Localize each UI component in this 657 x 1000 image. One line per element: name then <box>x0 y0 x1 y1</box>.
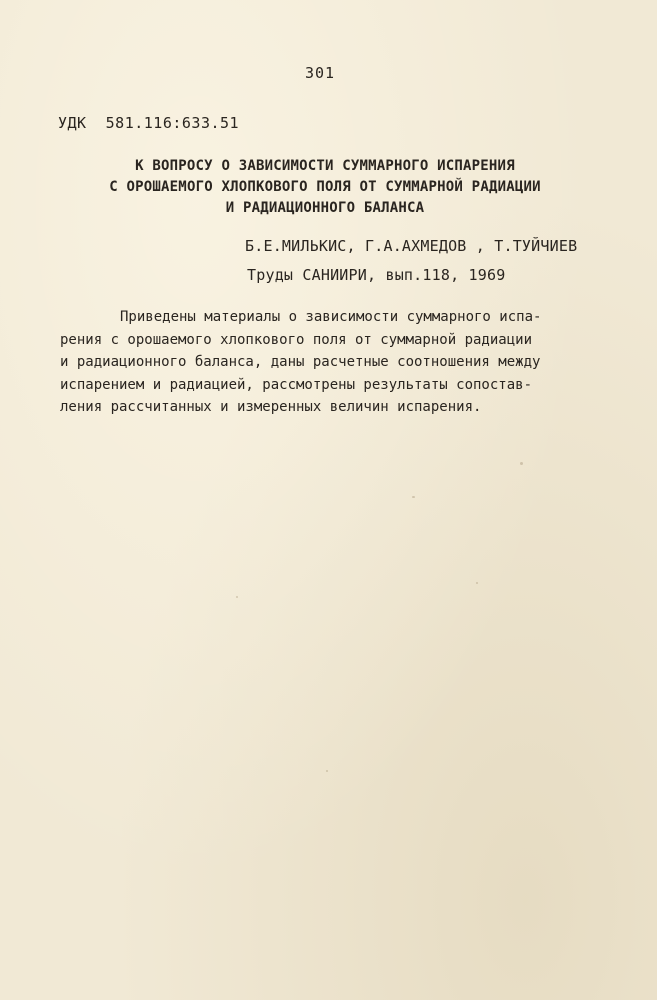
article-title <box>60 156 590 219</box>
paper-spot <box>520 462 523 465</box>
abstract <box>60 306 560 419</box>
title-line: К ВОПРОСУ О ЗАВИСИМОСТИ СУММАРНОГО ИСПАРЕНИЯ <box>135 158 515 174</box>
paper-spot <box>326 770 328 772</box>
abstract-line: Приведены материалы о зависимости суммарного испа- <box>120 309 542 325</box>
title-line: С ОРОШАЕМОГО ХЛОПКОВОГО ПОЛЯ ОТ СУММАРНОЙ РАДИАЦИИ <box>109 179 541 195</box>
abstract-line: и радиационного баланса, даны расчетные соотношения между <box>60 354 541 370</box>
abstract-line: рения с орошаемого хлопкового поля от суммарной радиации <box>60 331 533 348</box>
paper-spot <box>236 596 238 598</box>
title-line: И РАДИАЦИОННОГО БАЛАНСА <box>225 200 425 216</box>
udk-code: УДК 581.116:633.51 <box>58 114 240 132</box>
page-number: 301 <box>305 64 336 82</box>
paper-spot <box>412 496 415 498</box>
abstract-line: ления рассчитанных и измеренных величин испарения. <box>60 399 482 415</box>
paper-spot <box>476 582 478 584</box>
authors: Б.Е.МИЛЬКИС, Г.А.АХМЕДОВ , Т.ТУЙЧИЕВ <box>245 237 578 255</box>
abstract-line: испарением и радиацией, рассмотрены результаты сопостав- <box>60 376 533 393</box>
publication-source: Труды САНИИРИ, вып.118, 1969 <box>247 266 506 284</box>
